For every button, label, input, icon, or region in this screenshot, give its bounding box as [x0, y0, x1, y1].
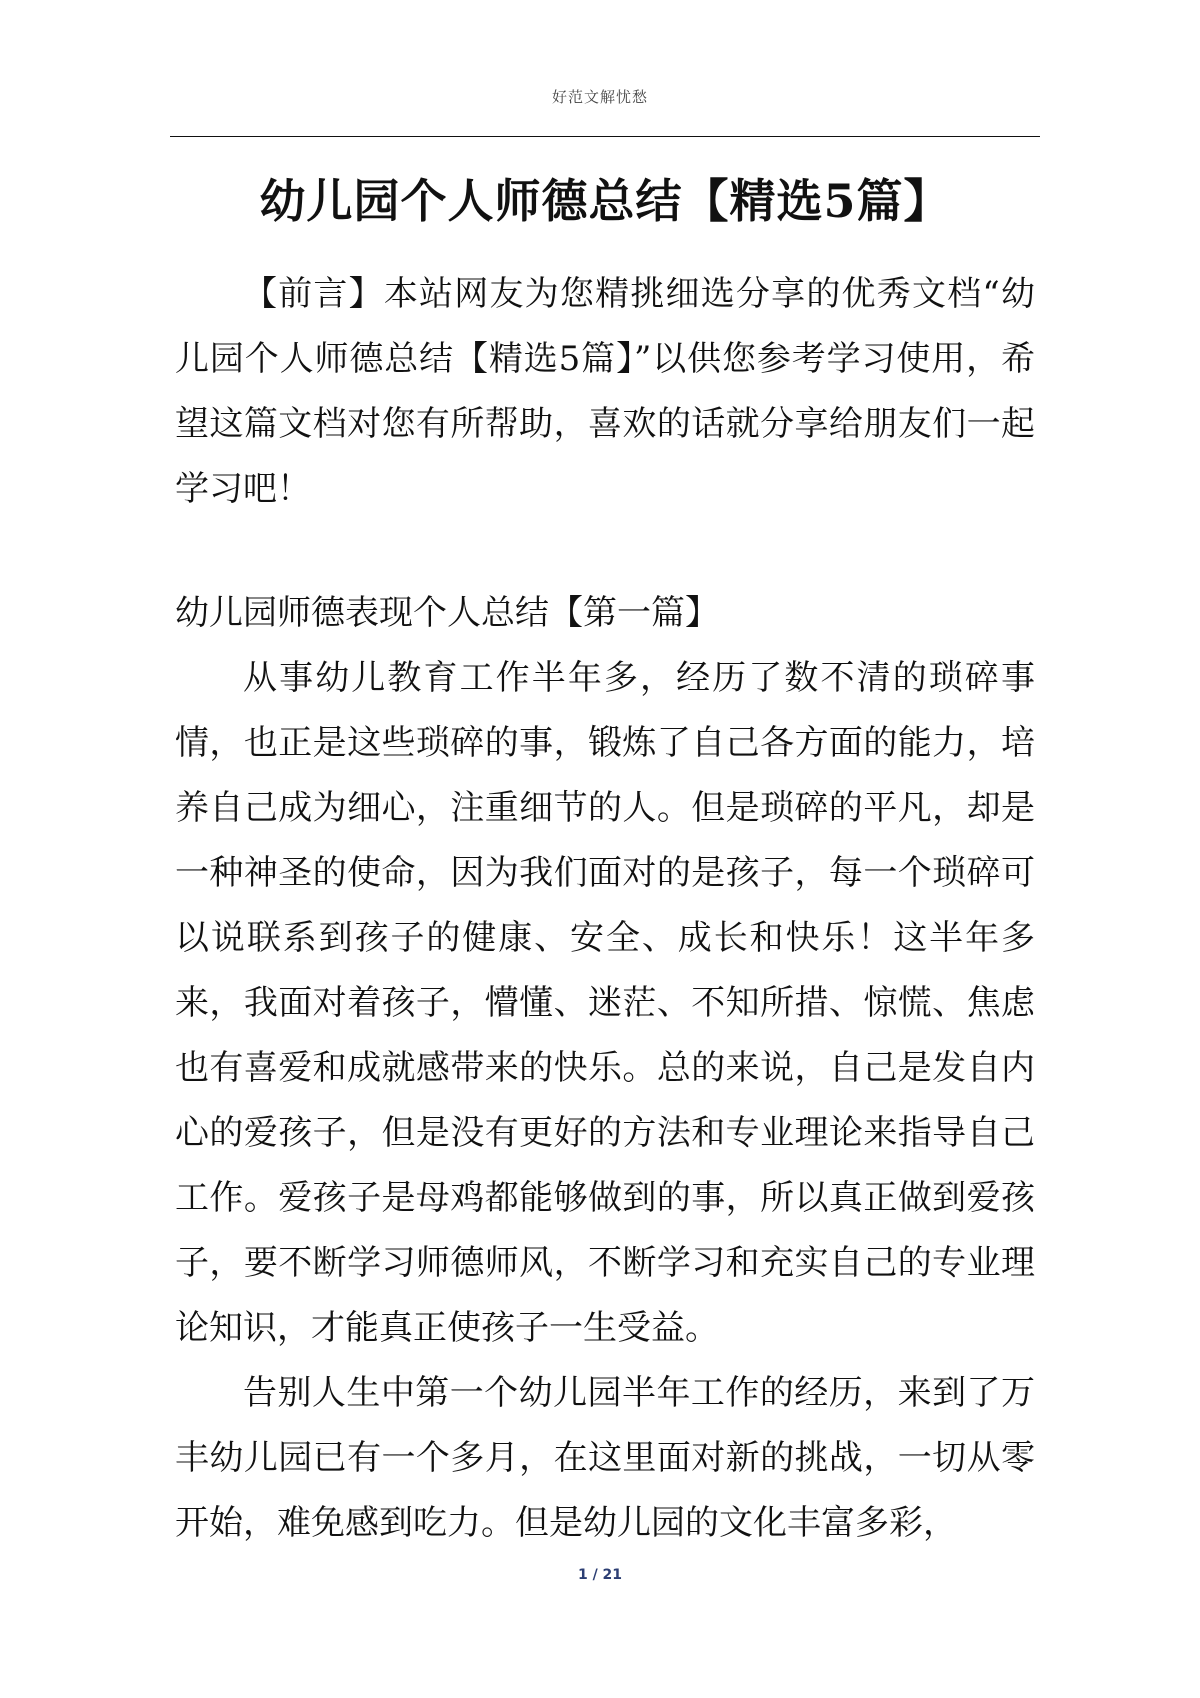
page-header: 好范文解忧愁 — [551, 88, 648, 106]
foreword-paragraph: 【前言】本站网友为您精挑细选分享的优秀文档“幼儿园个人师德总结【精选5篇】”以供您参考学习使用，希望这篇文档对您有所帮助，喜欢的话就分享给朋友们一起学习吧！ — [175, 274, 1035, 509]
document-title: 幼儿园个人师德总结【精选5篇】 — [259, 173, 951, 228]
section-first — [175, 581, 1035, 1556]
body-paragraph: 从事幼儿教育工作半年多，经历了数不清的琐碎事情，也正是这些琐碎的事，锻炼了自己各方面的能力，培养自己成为细心，注重细节的人。但是琐碎的平凡，却是一种神圣的使命，因为我们面对的是孩子，每一个琐碎可以说联系到孩子的健康、安全、成长和快乐！这半年多来，我面对着孩子，懵懂、迷茫、不知所措、惊慌、焦虑也有喜爱和成就感带来的快乐。总的来说，自己是发自内心的爱孩子，但是没有更好的方法和专业理论来指导自己工作。爱孩子是母鸡都能够做到的事，所以真正做到爱孩子，要不断学习师德师风，不断学习和充实自己的专业理论知识，才能真正使孩子一生受益。 — [175, 658, 1035, 1348]
section-title: 幼儿园师德表现个人总结【第一篇】 — [175, 593, 719, 633]
page-number: 1 / 21 — [577, 1567, 623, 1583]
foreword-block — [175, 262, 1035, 522]
header-divider — [170, 136, 1040, 137]
body-paragraph: 告别人生中第一个幼儿园半年工作的经历，来到了万丰幼儿园已有一个多月，在这里面对新的挑战，一切从零开始，难免感到吃力。但是幼儿园的文化丰富多彩， — [175, 1373, 1035, 1543]
